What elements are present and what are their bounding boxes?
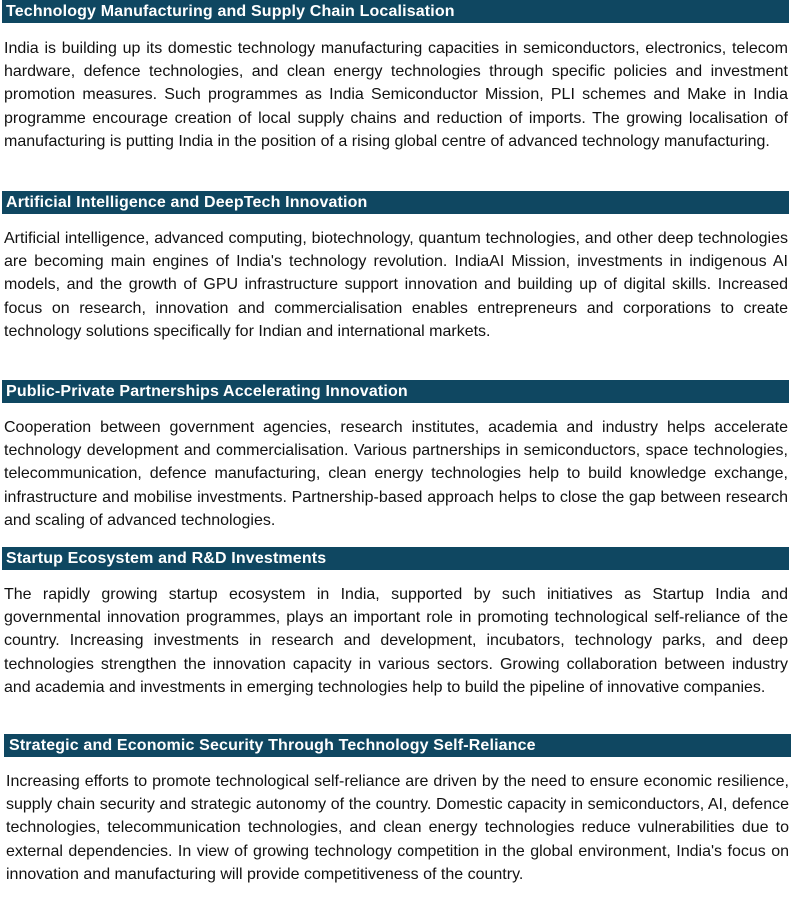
- section-body-manufacturing: India is building up its domestic technology manufacturing capacities in semiconductors, electronics, telecom hardware, defence technologies, and clean energy technologies through specific policies and investment promotion measures. Such programmes as India Semiconductor Mission, PLI schemes and Make in India programme encourage creation of local supply chains and reduction of imports. The growing localisation of manufacturing is putting India in the position of a rising global centre of advanced technology manufacturing.: [4, 40, 788, 150]
- section-heading-ai-deeptech: Artificial Intelligence and DeepTech Innovation: [2, 191, 789, 214]
- section-heading-ppp: Public-Private Partnerships Accelerating Innovation: [2, 380, 789, 403]
- section-heading-startup: Startup Ecosystem and R&D Investments: [2, 547, 789, 570]
- section-heading-security: Strategic and Economic Security Through Technology Self-Reliance: [4, 734, 791, 757]
- section-body-security: Increasing efforts to promote technological self-reliance are driven by the need to ensure economic resilience, supply chain security and strategic autonomy of the country. Domestic capacity in semiconductors, AI, defence technologies, telecommunication technologies, and clean energy technologies reduce vulnerabilities due to external dependencies. In view of growing technology competition in the global environment, India's focus on innovation and manufacturing will provide competitiveness of the country.: [6, 773, 789, 883]
- section-body-startup: The rapidly growing startup ecosystem in India, supported by such initiatives as Startup India and governmental innovation programmes, plays an important role in promoting technological self-reliance of the country. Increasing investments in research and development, incubators, technology parks, and deep technologies strengthen the innovation capacity in various sectors. Growing collaboration between industry and academia and investments in emerging technologies help to build the pipeline of innovative companies.: [4, 586, 788, 696]
- section-heading-manufacturing: Technology Manufacturing and Supply Chain Localisation: [2, 0, 789, 23]
- section-body-ppp: Cooperation between government agencies, research institutes, academia and industry helps accelerate technology development and commercialisation. Various partnerships in semiconductors, space technologies, telecommunication, defence manufacturing, clean energy technologies help to build knowledge exchange, infrastructure and mobilise investments. Partnership-based approach helps to close the gap between research and scaling of advanced technologies.: [4, 419, 788, 529]
- section-body-ai-deeptech: Artificial intelligence, advanced computing, biotechnology, quantum technologies, and other deep technologies are becoming main engines of India's technology revolution. IndiaAI Mission, investments in indigenous AI models, and the growth of GPU infrastructure support innovation and building up of digital skills. Increased focus on research, innovation and commercialisation enables entrepreneurs and corporations to create technology solutions specifically for Indian and international markets.: [4, 230, 788, 340]
